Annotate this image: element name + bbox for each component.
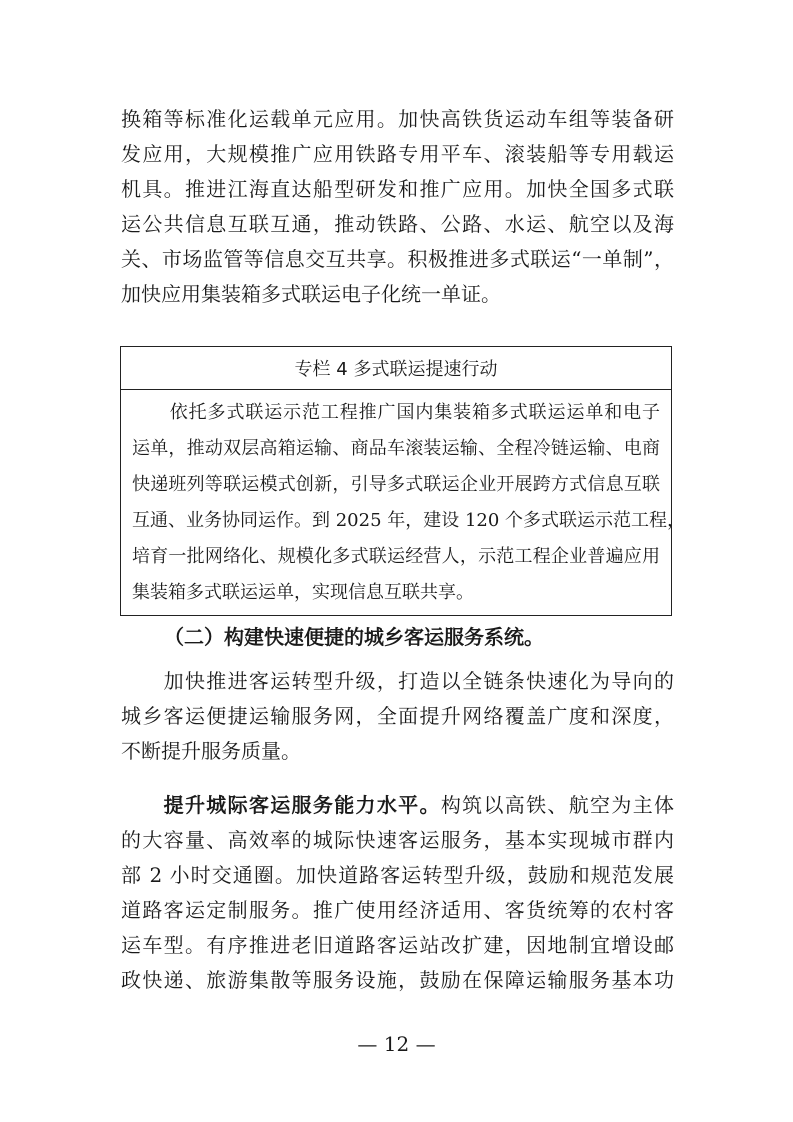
text-line: 运车型。有序推进老旧道路客运站改扩建，因地制宜增设邮 [121,933,674,957]
paragraph-passenger-transport [121,664,674,769]
text-line: 换箱等标准化运载单元应用。加快高铁货运动车组等装备研 [121,107,674,131]
text-line: 不断提升服务质量。 [121,739,301,763]
text-line: 集装箱多式联运运单，实现信息互联共享。 [132,582,474,603]
text-line: 机具。推进江海直达船型研发和推广应用。加快全国多式联 [121,177,674,201]
text-line-lead [121,788,674,823]
text-line: 运单，推动双层高箱运输、商品车滚装运输、全程冷链运输、电商 [132,438,660,459]
text-line: 快递班列等联运模式创新，引导多式联运企业开展跨方式信息互联 [132,474,660,495]
text-line: 培育一批网络化、规模化多式联运经营人，示范工程企业普遍应用 [132,546,660,567]
section-heading: （二）构建快速便捷的城乡客运服务系统。 [164,625,544,649]
lead-rest: 构筑以高铁、航空为主体 [440,793,675,817]
text-line: 城乡客运便捷运输服务网，全面提升网络覆盖广度和深度， [121,704,674,728]
text-line: 互通、业务协同运作。到 2025 年，建设 120 个多式联运示范工程， [132,510,686,531]
text-line: 的大容量、高效率的城际快速客运服务，基本实现城市群内 [121,828,674,852]
text-line: 关、市场监管等信息交互共享。积极推进多式联运“一单制”， [121,247,674,271]
bold-lead-phrase: 提升城际客运服务能力水平。 [121,793,441,817]
column-box [120,346,686,616]
paragraph-multimodal-standards [121,102,674,312]
text-line: 加快推进客运转型升级，打造以全链条快速化为导向的 [121,669,674,693]
text-line: 运公共信息互联互通，推动铁路、公路、水运、航空以及海 [121,212,674,236]
page-number: — 12 — [357,1032,436,1056]
text-line: 发应用，大规模推广应用铁路专用平车、滚装船等专用载运 [121,142,674,166]
text-line: 部 2 小时交通圈。加快道路客运转型升级，鼓励和规范发展 [121,863,674,887]
paragraph-intercity-service [121,788,674,998]
text-line: 政快递、旅游集散等服务设施，鼓励在保障运输服务基本功 [121,968,674,992]
column-box-title: 专栏 4 多式联运提速行动 [121,347,671,390]
text-line: 道路客运定制服务。推广使用经济适用、客货统筹的农村客 [121,898,674,922]
text-line: 依托多式联运示范工程推广国内集装箱多式联运运单和电子 [132,402,660,423]
column-box-body [132,395,686,611]
text-line: 加快应用集装箱多式联运电子化统一单证。 [121,282,501,306]
